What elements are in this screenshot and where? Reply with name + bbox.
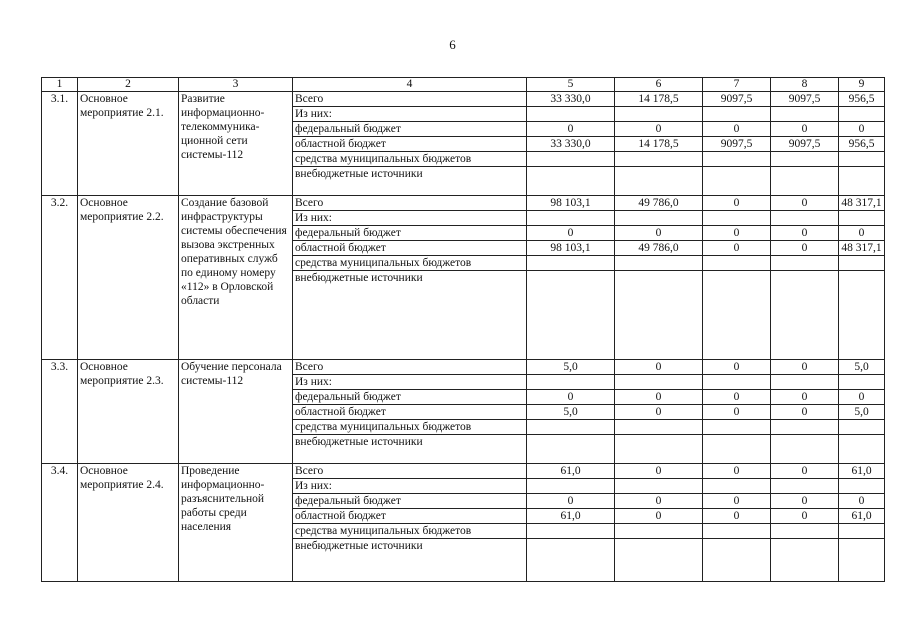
value-cell: 0	[771, 390, 839, 405]
funding-source-label: Всего	[293, 360, 527, 375]
value-cell	[703, 420, 771, 435]
value-cell	[615, 256, 703, 271]
value-cell	[527, 107, 615, 122]
value-cell: 0	[771, 122, 839, 137]
column-header: 2	[78, 78, 179, 92]
funding-source-label: средства муниципальных бюджетов	[293, 420, 527, 435]
value-cell: 0	[771, 196, 839, 211]
column-header: 7	[703, 78, 771, 92]
value-cell	[527, 271, 615, 360]
value-cell: 5,0	[527, 360, 615, 375]
event-name: Основное мероприятие 2.4.	[78, 464, 179, 582]
value-cell: 0	[771, 509, 839, 524]
budget-table	[41, 77, 885, 582]
value-cell	[703, 539, 771, 582]
value-cell	[615, 167, 703, 196]
value-cell: 48 317,1	[839, 196, 885, 211]
value-cell: 0	[615, 226, 703, 241]
value-cell	[527, 524, 615, 539]
value-cell	[771, 152, 839, 167]
value-cell: 61,0	[527, 464, 615, 479]
row-number: 3.2.	[42, 196, 78, 360]
value-cell: 9097,5	[771, 92, 839, 107]
value-cell	[615, 211, 703, 226]
value-cell	[527, 479, 615, 494]
activity-description: Развитие информационно-телекоммуника-ционной сети системы-112	[179, 92, 293, 196]
funding-source-label: областной бюджет	[293, 241, 527, 256]
funding-source-label: федеральный бюджет	[293, 226, 527, 241]
value-cell	[615, 375, 703, 390]
value-cell: 0	[703, 494, 771, 509]
value-cell: 0	[703, 464, 771, 479]
value-cell	[839, 420, 885, 435]
value-cell: 5,0	[839, 360, 885, 375]
value-cell: 0	[615, 405, 703, 420]
table-row	[42, 464, 885, 479]
value-cell	[771, 539, 839, 582]
value-cell	[527, 435, 615, 464]
value-cell	[839, 167, 885, 196]
table-row	[42, 196, 885, 211]
value-cell: 0	[771, 494, 839, 509]
value-cell: 9097,5	[703, 137, 771, 152]
table-row	[42, 360, 885, 375]
value-cell	[839, 539, 885, 582]
column-header: 8	[771, 78, 839, 92]
value-cell	[839, 152, 885, 167]
column-header: 1	[42, 78, 78, 92]
funding-source-label: федеральный бюджет	[293, 122, 527, 137]
value-cell	[771, 167, 839, 196]
value-cell	[615, 271, 703, 360]
value-cell	[839, 211, 885, 226]
event-name: Основное мероприятие 2.1.	[78, 92, 179, 196]
value-cell	[771, 420, 839, 435]
value-cell	[771, 256, 839, 271]
value-cell	[703, 107, 771, 122]
value-cell: 49 786,0	[615, 196, 703, 211]
funding-source-label: Всего	[293, 464, 527, 479]
value-cell	[839, 524, 885, 539]
value-cell: 0	[615, 494, 703, 509]
value-cell	[771, 524, 839, 539]
value-cell	[615, 479, 703, 494]
funding-source-label: Из них:	[293, 211, 527, 226]
value-cell: 5,0	[527, 405, 615, 420]
value-cell	[703, 479, 771, 494]
value-cell: 0	[703, 226, 771, 241]
value-cell: 0	[771, 241, 839, 256]
value-cell: 0	[703, 405, 771, 420]
value-cell: 61,0	[527, 509, 615, 524]
value-cell: 0	[703, 509, 771, 524]
value-cell	[771, 375, 839, 390]
row-number: 3.3.	[42, 360, 78, 464]
funding-source-label: Из них:	[293, 479, 527, 494]
value-cell: 0	[771, 226, 839, 241]
value-cell: 0	[615, 360, 703, 375]
value-cell	[527, 539, 615, 582]
value-cell	[527, 152, 615, 167]
value-cell	[771, 211, 839, 226]
column-header: 5	[527, 78, 615, 92]
value-cell	[839, 375, 885, 390]
value-cell: 33 330,0	[527, 92, 615, 107]
value-cell	[527, 211, 615, 226]
value-cell: 0	[839, 226, 885, 241]
value-cell: 956,5	[839, 137, 885, 152]
value-cell: 0	[771, 360, 839, 375]
value-cell	[703, 152, 771, 167]
value-cell: 98 103,1	[527, 241, 615, 256]
table-row	[42, 92, 885, 107]
value-cell	[839, 435, 885, 464]
column-header: 3	[179, 78, 293, 92]
value-cell: 0	[615, 509, 703, 524]
value-cell	[527, 256, 615, 271]
column-header: 4	[293, 78, 527, 92]
value-cell: 0	[771, 405, 839, 420]
value-cell: 0	[615, 464, 703, 479]
value-cell: 0	[527, 226, 615, 241]
value-cell	[527, 420, 615, 435]
value-cell: 0	[703, 360, 771, 375]
value-cell	[771, 435, 839, 464]
funding-source-label: Всего	[293, 196, 527, 211]
funding-source-label: областной бюджет	[293, 137, 527, 152]
funding-source-label: внебюджетные источники	[293, 167, 527, 196]
value-cell: 0	[703, 241, 771, 256]
funding-source-label: Из них:	[293, 375, 527, 390]
column-header: 6	[615, 78, 703, 92]
activity-description: Проведение информационно-разъяснительной работы среди населения	[179, 464, 293, 582]
row-number: 3.1.	[42, 92, 78, 196]
funding-source-label: средства муниципальных бюджетов	[293, 524, 527, 539]
value-cell	[839, 271, 885, 360]
value-cell: 0	[839, 390, 885, 405]
value-cell: 0	[527, 390, 615, 405]
value-cell: 0	[703, 122, 771, 137]
value-cell: 98 103,1	[527, 196, 615, 211]
value-cell	[615, 107, 703, 122]
funding-source-label: средства муниципальных бюджетов	[293, 256, 527, 271]
value-cell: 48 317,1	[839, 241, 885, 256]
funding-source-label: внебюджетные источники	[293, 271, 527, 360]
funding-source-label: Всего	[293, 92, 527, 107]
value-cell	[703, 271, 771, 360]
value-cell	[615, 524, 703, 539]
value-cell	[839, 107, 885, 122]
activity-description: Создание базовой инфраструктуры системы обеспечения вызова экстренных оперативных служб по единому номеру «112» в Орловской области	[179, 196, 293, 360]
value-cell	[703, 375, 771, 390]
value-cell: 0	[615, 122, 703, 137]
value-cell: 9097,5	[703, 92, 771, 107]
value-cell: 14 178,5	[615, 92, 703, 107]
value-cell	[703, 211, 771, 226]
value-cell	[615, 539, 703, 582]
value-cell	[703, 524, 771, 539]
value-cell: 49 786,0	[615, 241, 703, 256]
value-cell	[703, 256, 771, 271]
value-cell: 5,0	[839, 405, 885, 420]
funding-source-label: федеральный бюджет	[293, 494, 527, 509]
value-cell	[527, 375, 615, 390]
event-name: Основное мероприятие 2.2.	[78, 196, 179, 360]
value-cell	[839, 256, 885, 271]
page-number: 6	[449, 37, 456, 52]
activity-description: Обучение персонала системы-112	[179, 360, 293, 464]
value-cell: 61,0	[839, 464, 885, 479]
value-cell: 956,5	[839, 92, 885, 107]
value-cell	[527, 167, 615, 196]
value-cell	[771, 479, 839, 494]
value-cell: 9097,5	[771, 137, 839, 152]
value-cell	[615, 420, 703, 435]
value-cell	[771, 271, 839, 360]
column-header: 9	[839, 78, 885, 92]
funding-source-label: областной бюджет	[293, 405, 527, 420]
value-cell: 0	[527, 494, 615, 509]
event-name: Основное мероприятие 2.3.	[78, 360, 179, 464]
funding-source-label: внебюджетные источники	[293, 539, 527, 582]
header-row	[42, 78, 885, 92]
funding-source-label: средства муниципальных бюджетов	[293, 152, 527, 167]
value-cell: 0	[839, 494, 885, 509]
value-cell	[703, 435, 771, 464]
value-cell: 33 330,0	[527, 137, 615, 152]
value-cell: 0	[703, 196, 771, 211]
value-cell	[615, 152, 703, 167]
funding-source-label: федеральный бюджет	[293, 390, 527, 405]
value-cell: 61,0	[839, 509, 885, 524]
value-cell: 0	[527, 122, 615, 137]
value-cell	[839, 479, 885, 494]
value-cell: 14 178,5	[615, 137, 703, 152]
value-cell: 0	[703, 390, 771, 405]
funding-source-label: областной бюджет	[293, 509, 527, 524]
value-cell: 0	[839, 122, 885, 137]
funding-source-label: Из них:	[293, 107, 527, 122]
value-cell	[703, 167, 771, 196]
row-number: 3.4.	[42, 464, 78, 582]
value-cell: 0	[771, 464, 839, 479]
value-cell	[615, 435, 703, 464]
value-cell	[771, 107, 839, 122]
value-cell: 0	[615, 390, 703, 405]
funding-source-label: внебюджетные источники	[293, 435, 527, 464]
